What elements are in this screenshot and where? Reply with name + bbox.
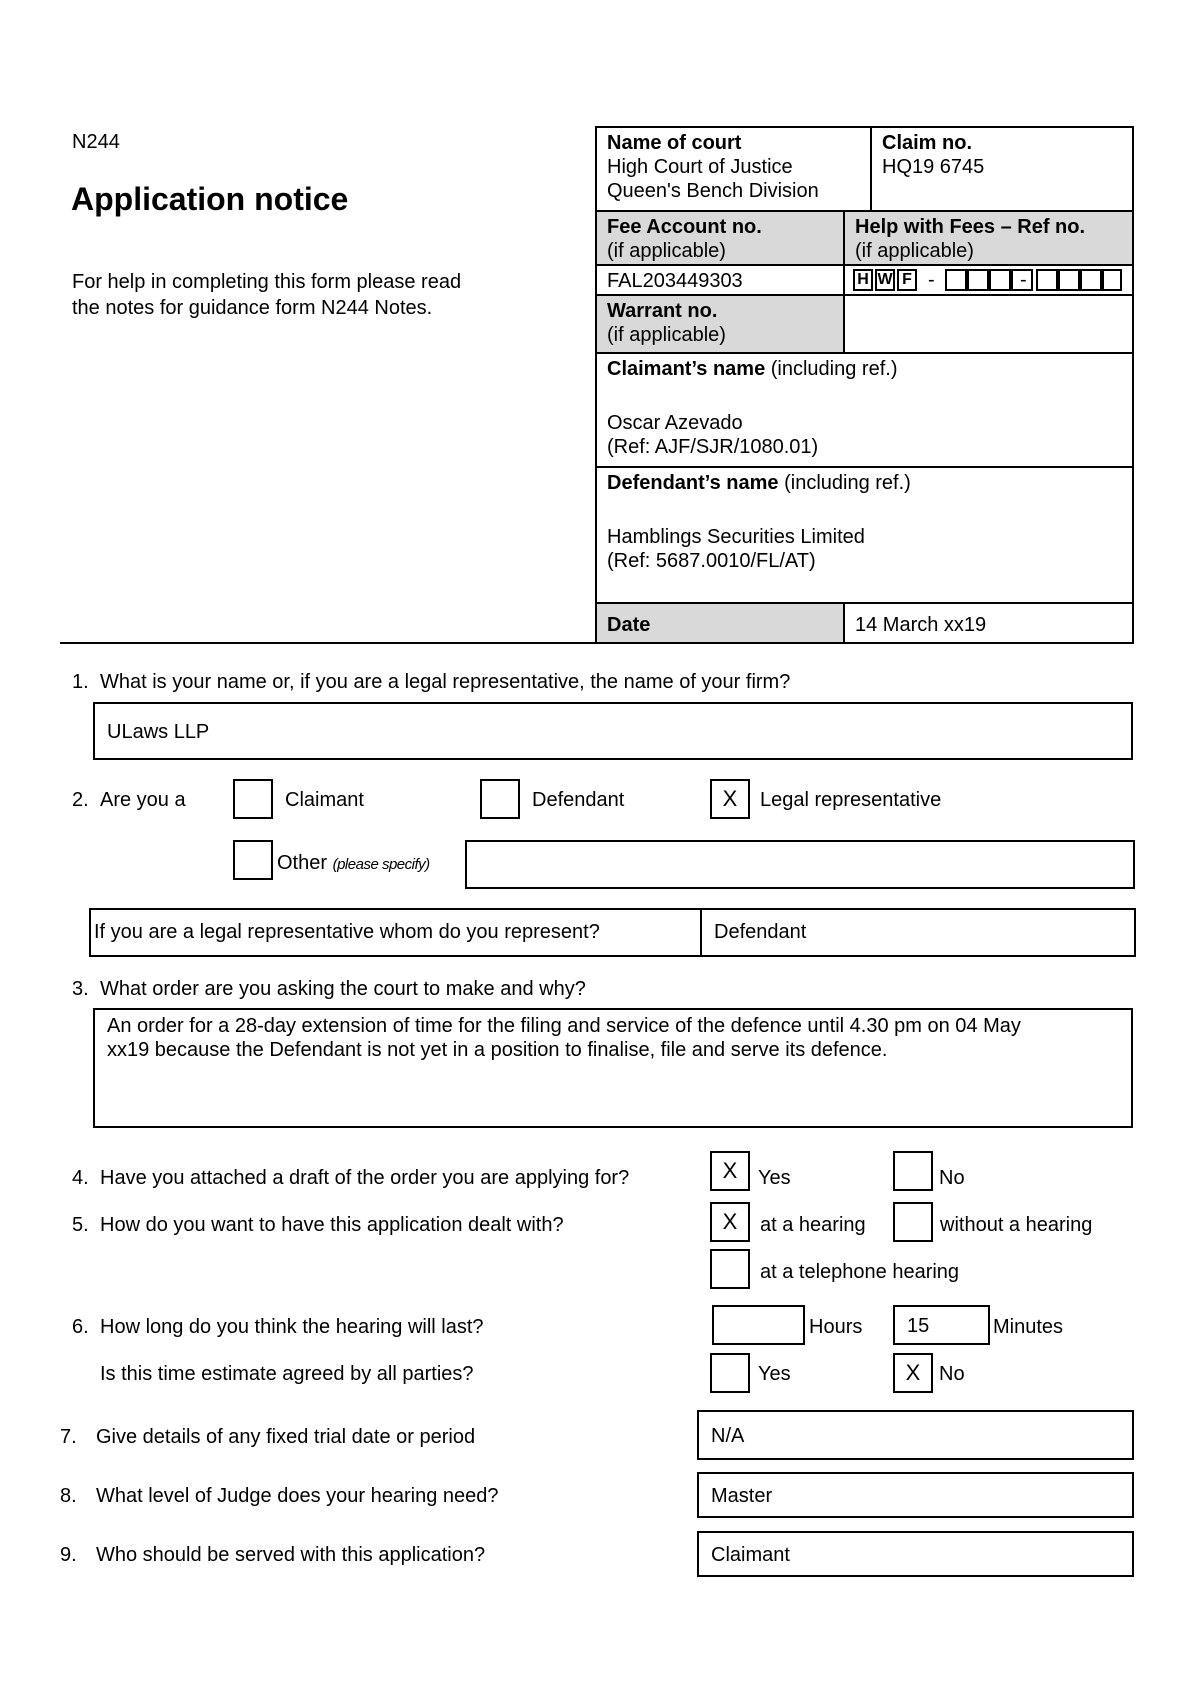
q6-agreed-yes-checkbox[interactable] [710,1353,750,1393]
q6-minutes-field[interactable]: 15 [893,1305,990,1345]
defendant-ref[interactable]: (Ref: 5687.0010/FL/AT) [607,550,816,572]
q3-order-field[interactable] [93,1008,1133,1128]
q6-number: 6. [72,1316,89,1338]
q1-firm-name-field[interactable]: ULaws LLP [93,702,1133,760]
defendant-label-suffix: (including ref.) [778,472,911,494]
defendant-label: Defendant’s name [607,472,779,494]
q5-without-hearing-label: without a hearing [940,1214,1093,1236]
q2-other-specify-field[interactable] [465,840,1135,889]
hwf-box-8[interactable] [1102,269,1122,291]
claimant-name[interactable]: Oscar Azevado [607,412,743,434]
defendant-cell [595,466,1134,604]
hwf-label: Help with Fees – Ref no. [855,216,1086,238]
q5-text: How do you want to have this application dealt with? [100,1214,564,1236]
claim-label: Claim no. [882,132,973,154]
q4-text: Have you attached a draft of the order you are applying for? [100,1167,630,1189]
q4-yes-checkbox[interactable]: X [710,1151,750,1191]
q2-legal-rep-checkbox[interactable]: X [710,779,750,819]
help-text-line1: For help in completing this form please read [72,271,462,293]
q6-hours-field[interactable] [712,1305,805,1345]
fee-label-cell [595,210,845,266]
fee-account-label: Fee Account no. [607,216,762,238]
q2-represent-question: If you are a legal representative whom do you represent? [94,921,600,943]
q5-at-hearing-checkbox[interactable]: X [710,1202,750,1242]
q3-answer-line1: An order for a 28-day extension of time for the filing and service of the defence until 4.30 pm on 04 May [107,1015,1021,1037]
q5-telephone-hearing-checkbox[interactable] [710,1249,750,1289]
q5-without-hearing-checkbox[interactable] [893,1202,933,1242]
q7-trial-date-field[interactable]: N/A [697,1410,1134,1460]
hwf-box-1[interactable] [945,269,967,291]
q9-text: Who should be served with this application? [96,1544,486,1566]
q2-defendant-label: Defendant [532,789,625,811]
q4-no-label: No [939,1167,965,1189]
q2-defendant-checkbox[interactable] [480,779,520,819]
defendant-label-line [607,471,1122,495]
hwf-box-7[interactable] [1080,269,1102,291]
claimant-label-line [607,357,1122,381]
q4-no-checkbox[interactable] [893,1151,933,1191]
hwf-dash-2: - [1020,269,1027,291]
q4-yes-label: Yes [758,1167,791,1189]
fee-value-cell [595,264,845,296]
fee-account-number[interactable]: FAL203449303 [607,270,743,292]
hwf-box-6[interactable] [1058,269,1080,291]
q6-agreed-text: Is this time estimate agreed by all parties? [100,1363,474,1385]
court-name-line2: Queen's Bench Division [607,180,819,202]
date-label: Date [607,614,651,636]
hwf-sub: (if applicable) [855,240,974,262]
fee-account-sub: (if applicable) [607,240,726,262]
q6-agreed-no-checkbox[interactable]: X [893,1353,933,1393]
q6-agreed-no-label: No [939,1363,965,1385]
q5-telephone-hearing-label: at a telephone hearing [760,1261,960,1283]
q8-number: 8. [60,1485,77,1507]
q2-claimant-label: Claimant [285,789,364,811]
q2-other-label-text: Other [277,852,328,874]
court-label: Name of court [607,132,742,154]
claimant-label: Claimant’s name [607,358,766,380]
q2-other-checkbox[interactable] [233,840,273,880]
hwf-letter-f: F [897,269,917,291]
q2-represent-answer-field[interactable]: Defendant [700,908,1136,957]
form-title: Application notice [71,181,349,217]
q9-served-field[interactable]: Claimant [697,1531,1134,1577]
q3-answer-line2: xx19 because the Defendant is not yet in a position to finalise, file and serve its defence. [107,1039,888,1061]
warrant-label: Warrant no. [607,300,718,322]
q2-number: 2. [72,789,89,811]
warrant-label-cell [595,294,845,354]
q2-other-hint: (please specify) [332,856,430,873]
hwf-dash-1: - [928,269,935,291]
claim-cell [870,126,1134,212]
q2-represent-question-cell [89,908,702,957]
hwf-box-3[interactable] [989,269,1011,291]
claimant-label-suffix: (including ref.) [765,358,898,380]
header-divider [60,642,1134,644]
court-name-line1: High Court of Justice [607,156,793,178]
hwf-label-cell [843,210,1134,266]
q6-hours-label: Hours [809,1316,863,1338]
claimant-cell [595,352,1134,468]
q9-number: 9. [60,1544,77,1566]
warrant-value-cell[interactable] [843,294,1134,354]
hwf-letter-w: W [875,269,895,291]
form-code: N244 [72,131,120,153]
date-label-cell [595,602,845,644]
q6-agreed-yes-label: Yes [758,1363,791,1385]
help-text-line2: the notes for guidance form N244 Notes. [72,297,433,319]
q6-minutes-label: Minutes [993,1316,1064,1338]
q8-judge-level-field[interactable]: Master [697,1472,1134,1518]
q2-text: Are you a [100,789,186,811]
q8-text: What level of Judge does your hearing need? [96,1485,499,1507]
q3-text: What order are you asking the court to make and why? [100,978,586,1000]
q1-text: What is your name or, if you are a legal representative, the name of your firm? [100,671,791,693]
q7-number: 7. [60,1426,77,1448]
q2-other-label [277,851,430,875]
q5-number: 5. [72,1214,89,1236]
q2-legal-rep-label: Legal representative [760,789,942,811]
date-value-cell [843,602,1134,644]
q6-text: How long do you think the hearing will last? [100,1316,484,1338]
court-cell [595,126,872,212]
claimant-ref[interactable]: (Ref: AJF/SJR/1080.01) [607,436,819,458]
q7-text: Give details of any fixed trial date or period [96,1426,476,1448]
hwf-box-5[interactable] [1036,269,1058,291]
warrant-sub: (if applicable) [607,324,726,346]
hwf-box-2[interactable] [967,269,989,291]
claim-number[interactable]: HQ19 6745 [882,156,985,178]
q1-number: 1. [72,671,89,693]
q3-number: 3. [72,978,89,1000]
q5-at-hearing-label: at a hearing [760,1214,866,1236]
date-value[interactable]: 14 March xx19 [855,614,987,636]
defendant-name[interactable]: Hamblings Securities Limited [607,526,865,548]
q2-claimant-checkbox[interactable] [233,779,273,819]
q4-number: 4. [72,1167,89,1189]
hwf-letter-h: H [853,269,873,291]
